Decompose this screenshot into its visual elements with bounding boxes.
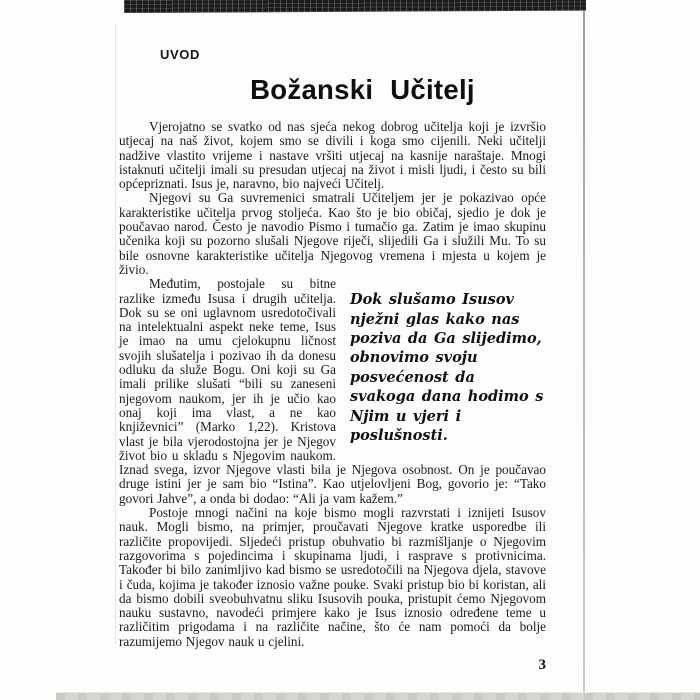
chapter-kicker: UVOD (160, 47, 200, 62)
pull-quote: Dok slušamo Isusov nježni glas kako nas poziva da Ga slijedimo, obnovimo svoju posvećenost da svakoga dana hodimo s Njim u vjeri i poslušnosti. (350, 291, 544, 445)
paragraph-3-text: Međutim, postojale su bitne razlike između Isusa i drugih učitelja. Dok su se oni uglavnom usredotočivali na intelektualni aspekt neke teme, Isus je imao na umu cjelokupnu ličnost svojih slušatelja i pozivao ih da donesu odluku da služe Bogu. Oni koji su Ga imali prilike slušati “bili su zaneseni njegovom naukom, jer ih je učio kao onaj koji ima vlast, a ne kao književnici” (Marko 1,22). Kristova vlast je bila vjerodostojna jer je Njegov život bio u skladu s Njegovim naukom. Iznad svega, izvor Njegove vlasti bila je Njegova osobnost. On je poučavao druge istini jer je sam bio “Istina”. Kao utjelovljeni Bog, govorio je: “Tako govori Jahve”, a onda bi dodao: “Ali ja vam kažem.” (119, 276, 546, 506)
page-right-edge (583, 11, 585, 693)
paragraph-1: Vjerojatno se svatko od nas sjeća nekog dobrog učitelja koji je izvršio utjecaj na naš život, kojem smo se divili i koga smo cijenili. Neki učitelji nadžive vlastito vrijeme i nastave vršiti utjecaj na kasnije naraštaje. Mnogi istaknuti učitelji imali su presudan utjecaj na život i misli ljudi, i često su bili općepriznati. Isus je, naravno, bio najveći Učitelj. (119, 119, 546, 192)
page-title: Božanski Učitelj (250, 74, 475, 105)
book-bottom-edge (56, 692, 700, 700)
paragraph-2: Njegovi su Ga suvremenici smatrali Učiteljem jer je pokazivao opće karakteristike učitelja prvog stoljeća. Kao što je bio običaj, sjedio je dok je poučavao narod. Često je navodio Pismo i tumačio ga. Zatim je imao skupinu učenika koji su pozorno slušali Njegove riječi, slijedili Ga i služili Mu. To su bile osnovne karakteristike učitelja Njegovog vremena i mjesta u kojem je živio. (119, 190, 546, 277)
paragraph-3 (119, 277, 546, 506)
page-content (119, 0, 546, 674)
body-text (119, 120, 546, 649)
paragraph-4: Postoje mnogi načini na koje bismo mogli razvrstati i iznijeti Isusov nauk. Mogli bismo, na primjer, proučavati Njegove kratke usporedbe ili različite propovijedi. Sljedeći pristup obuhvatio bi razmišljanje o Njegovim razgovorima s pojedincima i skupinama ljudi, i rasprave s protivnicima. Također bi bilo zanimljivo kad bismo se usredotočili na Njegova djela, stavove i čuda, kojima je također iznosio važne pouke. Svaki pristup bio bi koristan, ali da bismo dobili sveobuhvatnu sliku Isusovih pouka, pristupit ćemo Njegovom nauku sustavno, navodeći primjere kako je Isus iznosio određene teme u različitim prigodama i na različite načine, što će nam pomoći da bolje razumijemo Njegov nauk u cjelini. (119, 505, 546, 649)
page-left-edge (115, 24, 116, 644)
page-number: 3 (538, 656, 546, 673)
